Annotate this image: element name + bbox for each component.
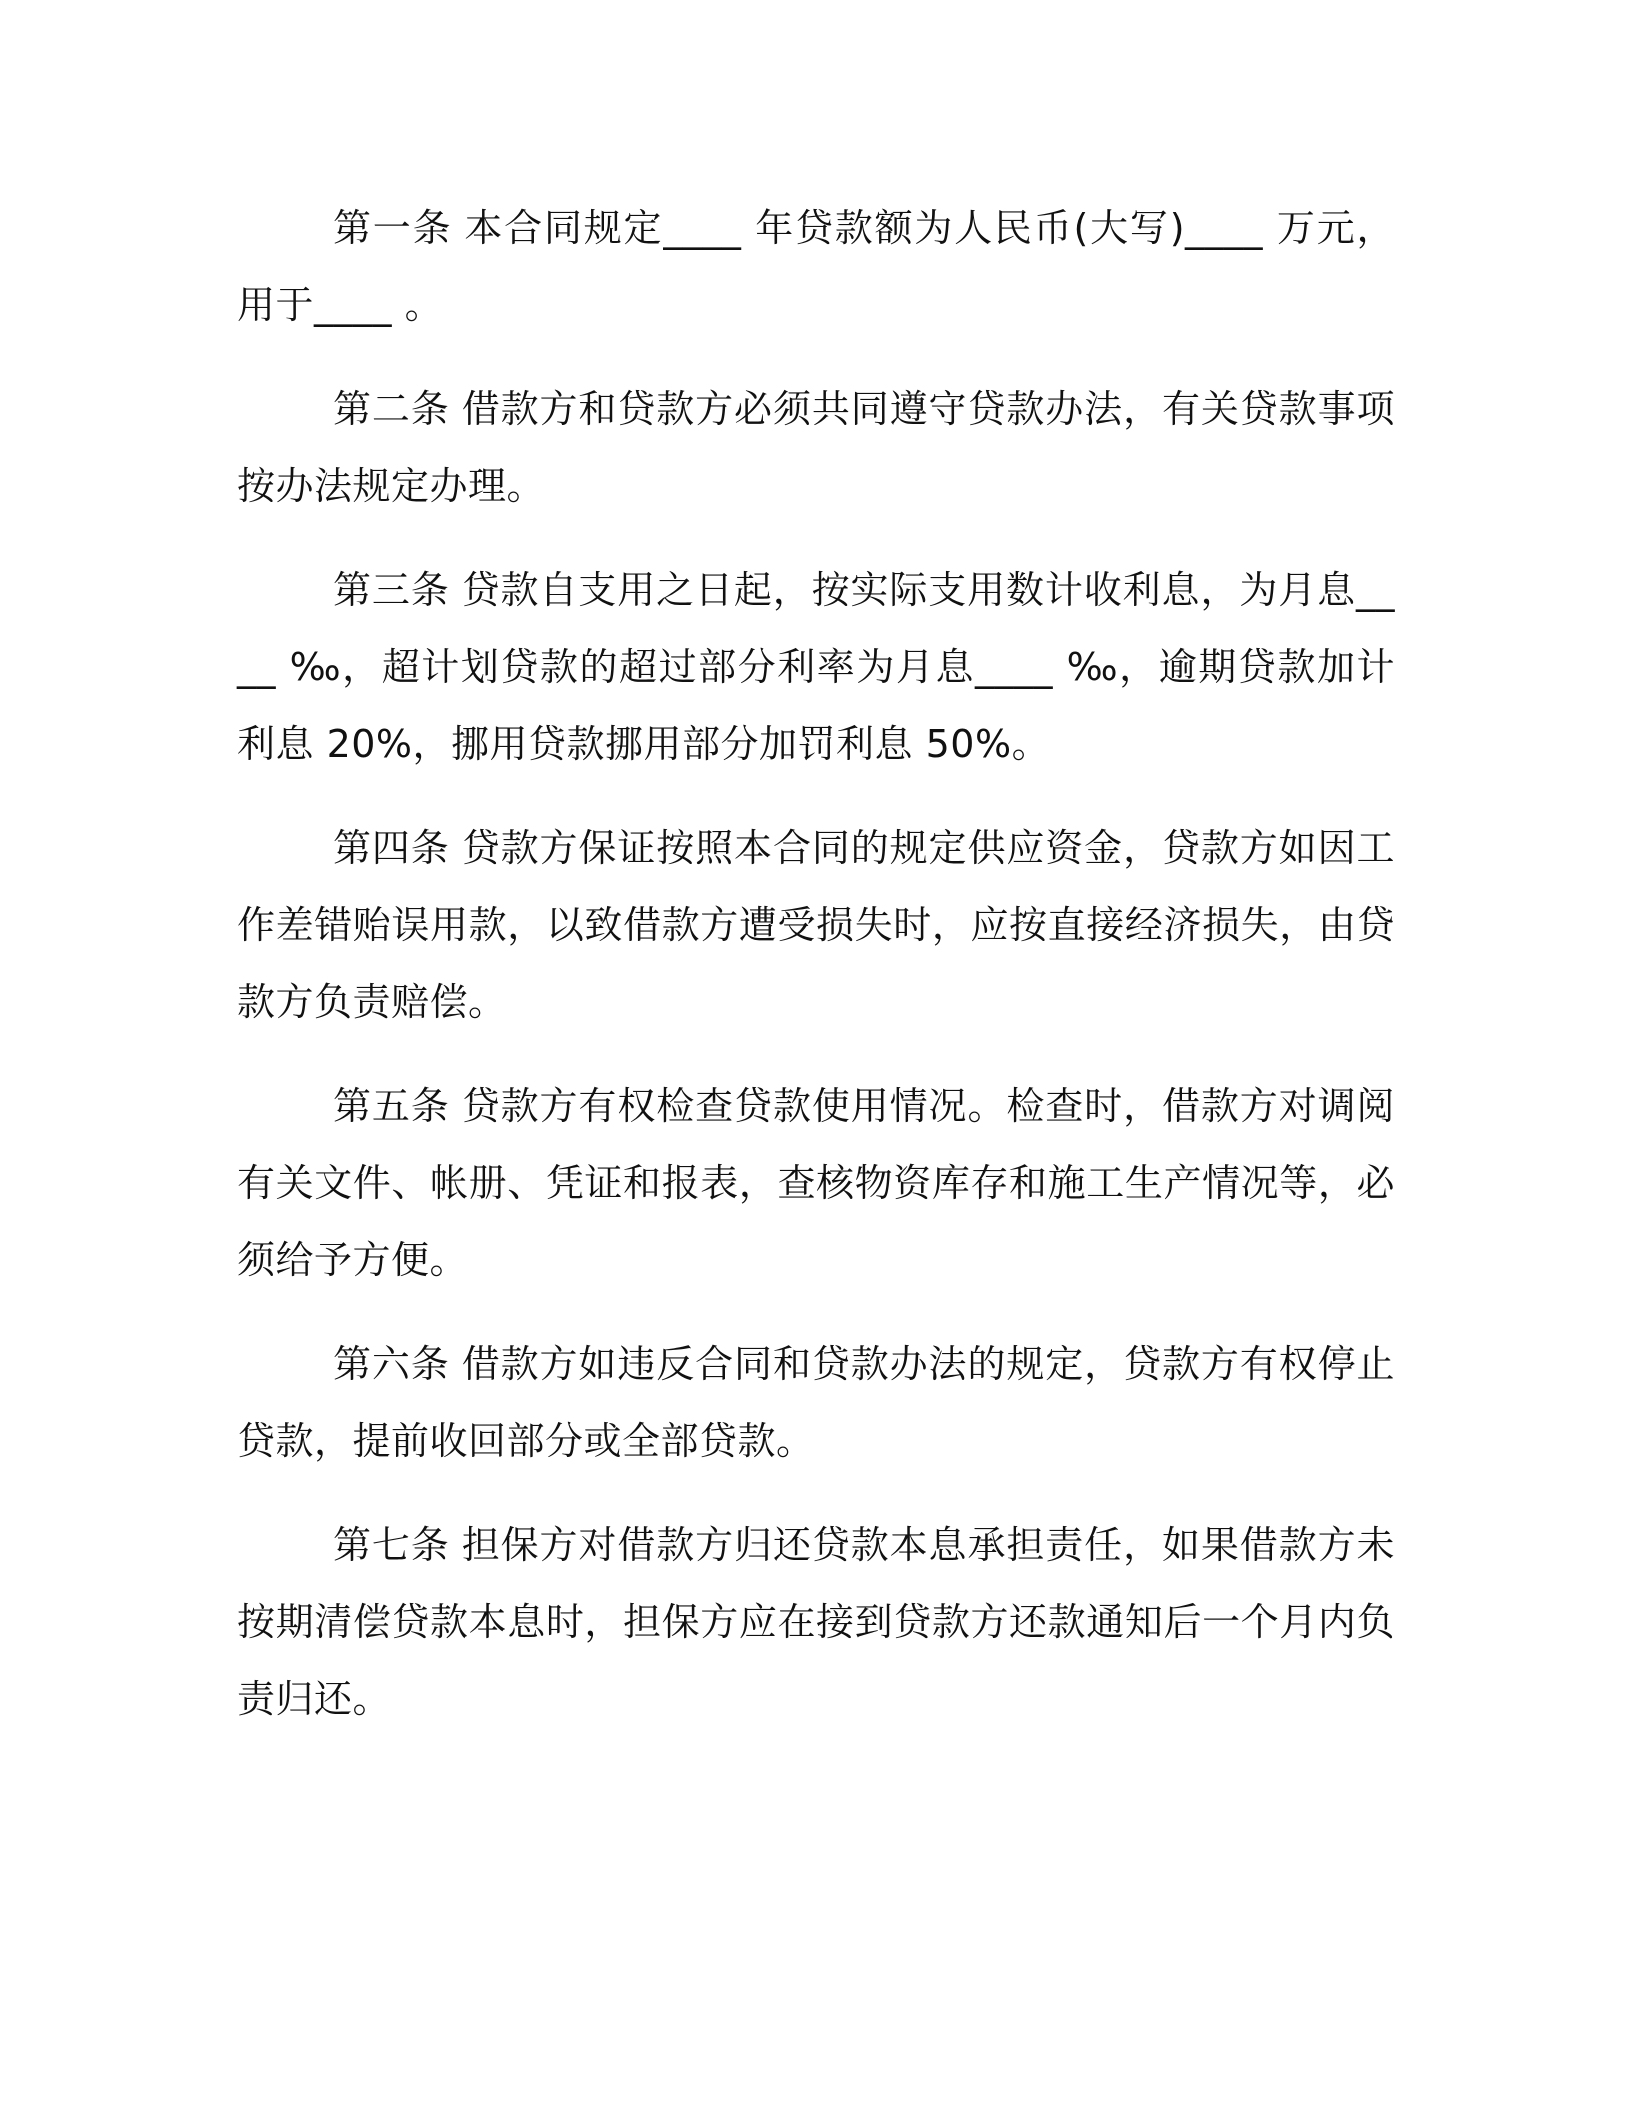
- article-3: [237, 552, 1395, 783]
- article-text: 借款方如违反合同和贷款办法的规定，贷款方有权停止贷款，提前收回部分或全部贷款。: [237, 1342, 1395, 1463]
- article-text: 借款方和贷款方必须共同遵守贷款办法，有关贷款事项按办法规定办理。: [237, 387, 1395, 508]
- article-6: [237, 1326, 1395, 1480]
- article-1: [237, 190, 1395, 344]
- article-label: 第二条: [333, 387, 450, 431]
- article-5: [237, 1068, 1395, 1299]
- article-4: [237, 810, 1395, 1041]
- article-text: 担保方对借款方归还贷款本息承担责任，如果借款方未按期清偿贷款本息时，担保方应在接到贷款方还款通知后一个月内负责归还。: [237, 1523, 1395, 1721]
- article-text: 贷款自支用之日起，按实际支用数计收利息，为月息____ ‰，超计划贷款的超过部分利率为月息____ ‰，逾期贷款加计利息 20%，挪用贷款挪用部分加罚利息 50%。: [237, 568, 1395, 766]
- article-label: 第四条: [333, 826, 450, 870]
- article-label: 第五条: [333, 1084, 450, 1128]
- article-7: [237, 1507, 1395, 1738]
- article-label: 第七条: [333, 1523, 450, 1567]
- article-label: 第一条: [333, 206, 453, 250]
- article-label: 第三条: [333, 568, 450, 612]
- article-text: 贷款方有权检查贷款使用情况。检查时，借款方对调阅有关文件、帐册、凭证和报表，查核物资库存和施工生产情况等，必须给予方便。: [237, 1084, 1395, 1282]
- article-2: [237, 371, 1395, 525]
- article-text: 本合同规定____ 年贷款额为人民币(大写)____ 万元，用于____ 。: [237, 206, 1395, 327]
- article-label: 第六条: [333, 1342, 450, 1386]
- contract-body: [237, 190, 1395, 1765]
- article-text: 贷款方保证按照本合同的规定供应资金，贷款方如因工作差错贻误用款，以致借款方遭受损失时，应按直接经济损失，由贷款方负责赔偿。: [237, 826, 1395, 1024]
